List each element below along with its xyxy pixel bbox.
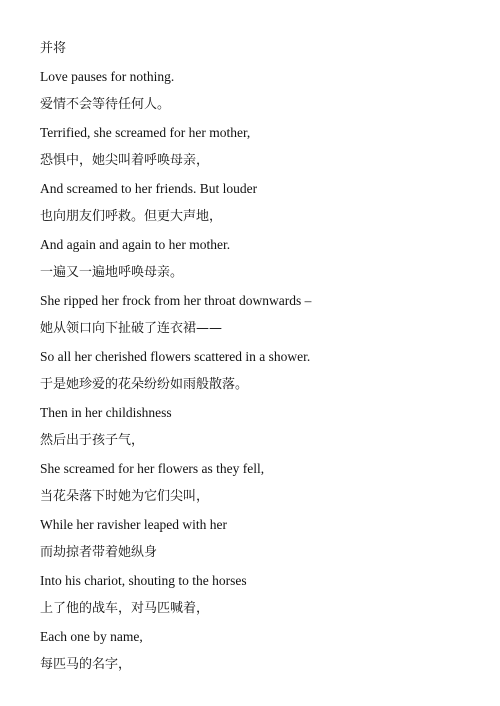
text-line-en: So all her cherished flowers scattered in a shower. <box>40 349 311 364</box>
document-page <box>40 35 480 679</box>
text-line-en: She ripped her frock from her throat downwards – <box>40 293 312 308</box>
text-line-zh: 上了他的战车，对马匹喊着， <box>40 601 210 616</box>
text-line-en: While her ravisher leaped with her <box>40 517 228 532</box>
text-line-en: She screamed for her flowers as they fell, <box>40 461 265 476</box>
text-line-zh: 于是她珍爱的花朵纷纷如雨般散落。 <box>40 377 249 392</box>
text-line-zh: 并将 <box>40 41 67 56</box>
text-line-en: Into his chariot, shouting to the horses <box>40 573 247 588</box>
text-line-zh: 恐惧中，她尖叫着呼唤母亲， <box>40 153 210 168</box>
text-line-zh: 也向朋友们呼救。但更大声地， <box>40 209 223 224</box>
text-line-en: Terrified, she screamed for her mother, <box>40 125 251 140</box>
text-line-zh: 一遍又一遍地呼唤母亲。 <box>40 265 184 280</box>
text-line-en: And screamed to her friends. But louder <box>40 181 258 196</box>
text-line-zh: 然后出于孩子气， <box>40 433 145 448</box>
text-line-zh: 每匹马的名字， <box>40 657 132 672</box>
text-line-en: Then in her childishness <box>40 405 172 420</box>
text-line-zh: 当花朵落下时她为它们尖叫， <box>40 489 210 504</box>
text-line-en: And again and again to her mother. <box>40 237 231 252</box>
text-line-zh: 而劫掠者带着她纵身 <box>40 545 158 560</box>
text-line-en: Love pauses for nothing. <box>40 69 175 84</box>
text-line-zh: 爱情不会等待任何人。 <box>40 97 171 112</box>
text-line-en: Each one by name, <box>40 629 143 644</box>
text-line-zh: 她从领口向下扯破了连衣裙—— <box>40 321 223 336</box>
